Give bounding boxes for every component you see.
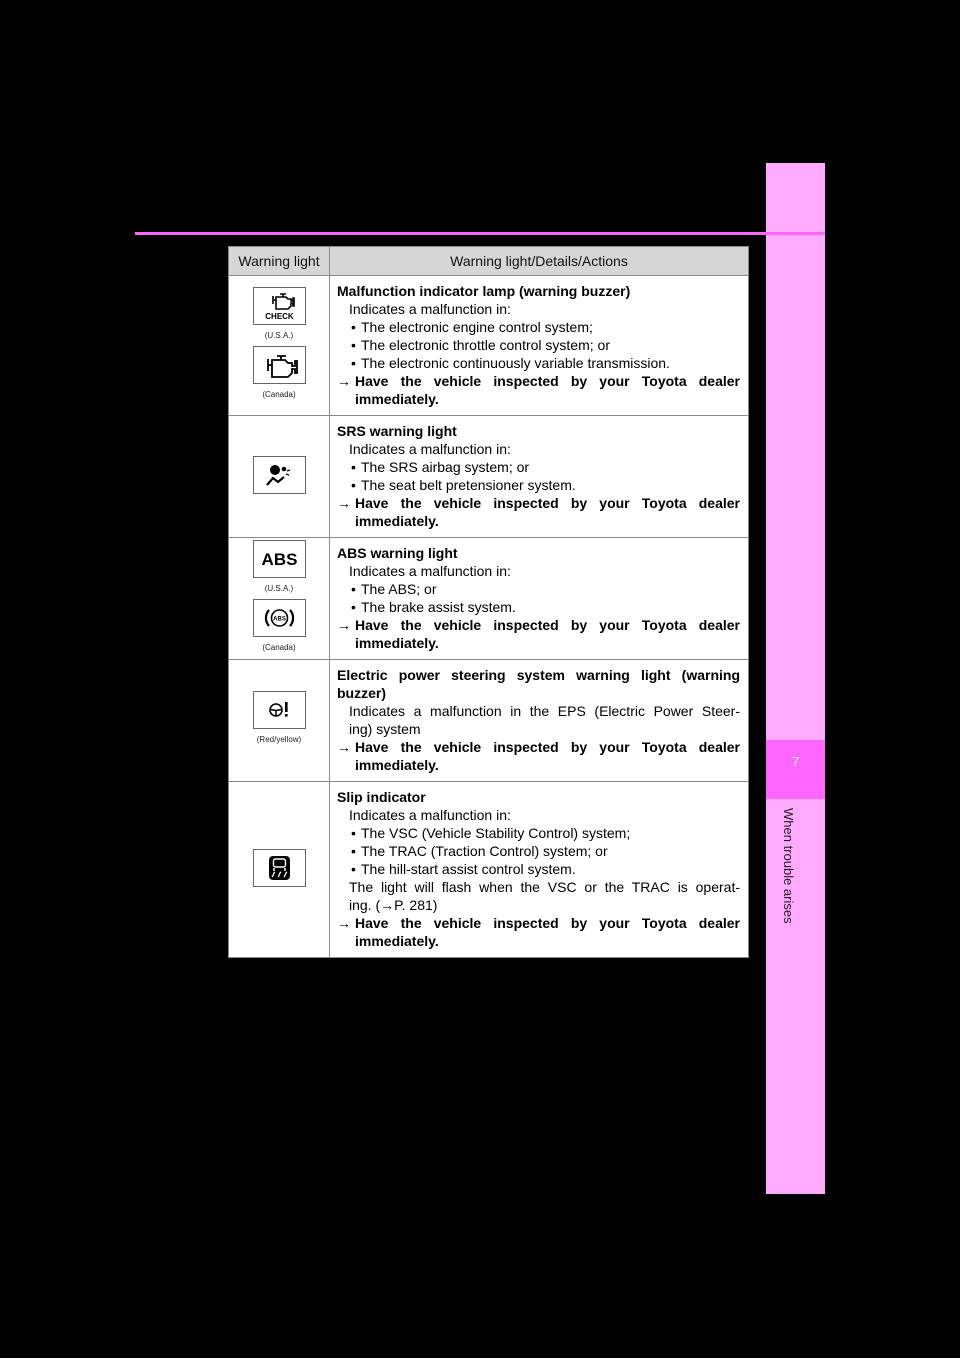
row-intro: Indicates a malfunction in: <box>349 807 511 823</box>
table-row <box>229 538 749 660</box>
svg-text:ABS: ABS <box>272 616 286 622</box>
header-rule <box>135 232 825 235</box>
chapter-tab[interactable] <box>766 740 825 799</box>
icon-cell <box>229 660 330 782</box>
icon-cell <box>229 276 330 416</box>
table-header-row <box>229 247 749 276</box>
action-text: → Have the vehicle inspected by your Toyota dealer <box>337 372 740 390</box>
icon-caption: (Red/yellow) <box>256 735 302 744</box>
check-engine-icon <box>253 287 306 325</box>
table-row <box>229 660 749 782</box>
table-row <box>229 782 749 958</box>
svg-text:ABS: ABS <box>261 549 297 569</box>
row-title: Electric power steering system warning light (warning <box>337 667 740 683</box>
row-title: Malfunction indicator lamp (warning buzzer) <box>337 283 631 299</box>
icon-caption: (Canada) <box>262 642 296 652</box>
abs-text-icon <box>253 540 306 578</box>
engine-icon <box>253 346 306 384</box>
svg-text:CHECK: CHECK <box>264 311 294 321</box>
details-cell <box>330 538 749 660</box>
bullet-item: • The seat belt pretensioner system. <box>337 476 740 494</box>
action-text-cont: immediately. <box>355 391 439 407</box>
icon-cell <box>229 416 330 538</box>
details-cell <box>330 276 749 416</box>
row-title-cont: buzzer) <box>337 685 386 701</box>
row-intro-cont: ing) system <box>349 721 421 737</box>
row-title: SRS warning light <box>337 423 457 439</box>
bullet-item: • The SRS airbag system; or <box>337 458 740 476</box>
action-text-cont: immediately. <box>355 757 439 773</box>
bullet-item: • The electronic engine control system; <box>337 318 740 336</box>
action-text: → Have the vehicle inspected by your Toyota dealer <box>337 616 740 634</box>
bullet-item: • The VSC (Vehicle Stability Control) system; <box>337 824 740 842</box>
details-cell <box>330 416 749 538</box>
chapter-number: 7 <box>792 754 800 769</box>
row-intro: Indicates a malfunction in: <box>349 301 511 317</box>
slip-indicator-icon <box>253 849 306 887</box>
action-text-cont: immediately. <box>355 635 439 651</box>
chapter-sidebar <box>766 163 825 1194</box>
bullet-item: • The hill-start assist control system. <box>337 860 740 878</box>
action-text: → Have the vehicle inspected by your Toyota dealer <box>337 738 740 756</box>
row-title: ABS warning light <box>337 545 458 561</box>
details-cell <box>330 660 749 782</box>
details-cell <box>330 782 749 958</box>
row-intro: Indicates a malfunction in: <box>349 563 511 579</box>
icon-caption: (Canada) <box>262 389 296 399</box>
action-text: → Have the vehicle inspected by your Toyota dealer <box>337 914 740 932</box>
table-row <box>229 416 749 538</box>
column-header-details: Warning light/Details/Actions <box>330 247 749 276</box>
page-reference-link[interactable]: ing. (→P. 281) <box>349 897 438 913</box>
row-intro: Indicates a malfunction in: <box>349 441 511 457</box>
bullet-item: • The electronic throttle control system; or <box>337 336 740 354</box>
bullet-item: • The brake assist system. <box>337 598 740 616</box>
srs-airbag-icon <box>253 456 306 494</box>
action-text: → Have the vehicle inspected by your Toyota dealer <box>337 494 740 512</box>
warning-lights-table <box>228 246 749 958</box>
row-intro: Indicates a malfunction in the EPS (Electric Power Steer- <box>349 703 740 719</box>
steering-warning-icon <box>253 691 306 729</box>
icon-cell <box>229 782 330 958</box>
icon-caption: (U.S.A.) <box>264 330 294 340</box>
action-text-cont: immediately. <box>355 933 439 949</box>
abs-circle-icon <box>253 599 306 637</box>
bullet-item: • The ABS; or <box>337 580 740 598</box>
row-note: The light will flash when the VSC or the TRAC is operat- <box>349 879 740 895</box>
table-row <box>229 276 749 416</box>
action-text-cont: immediately. <box>355 513 439 529</box>
bullet-item: • The electronic continuously variable transmission. <box>337 354 740 372</box>
column-header-warning-light: Warning light <box>229 247 330 276</box>
icon-cell <box>229 538 330 660</box>
row-title: Slip indicator <box>337 789 426 805</box>
icon-caption: (U.S.A.) <box>264 583 294 593</box>
chapter-title-vertical <box>772 808 822 948</box>
bullet-item: • The TRAC (Traction Control) system; or <box>337 842 740 860</box>
chapter-title: When trouble arises <box>781 808 796 924</box>
